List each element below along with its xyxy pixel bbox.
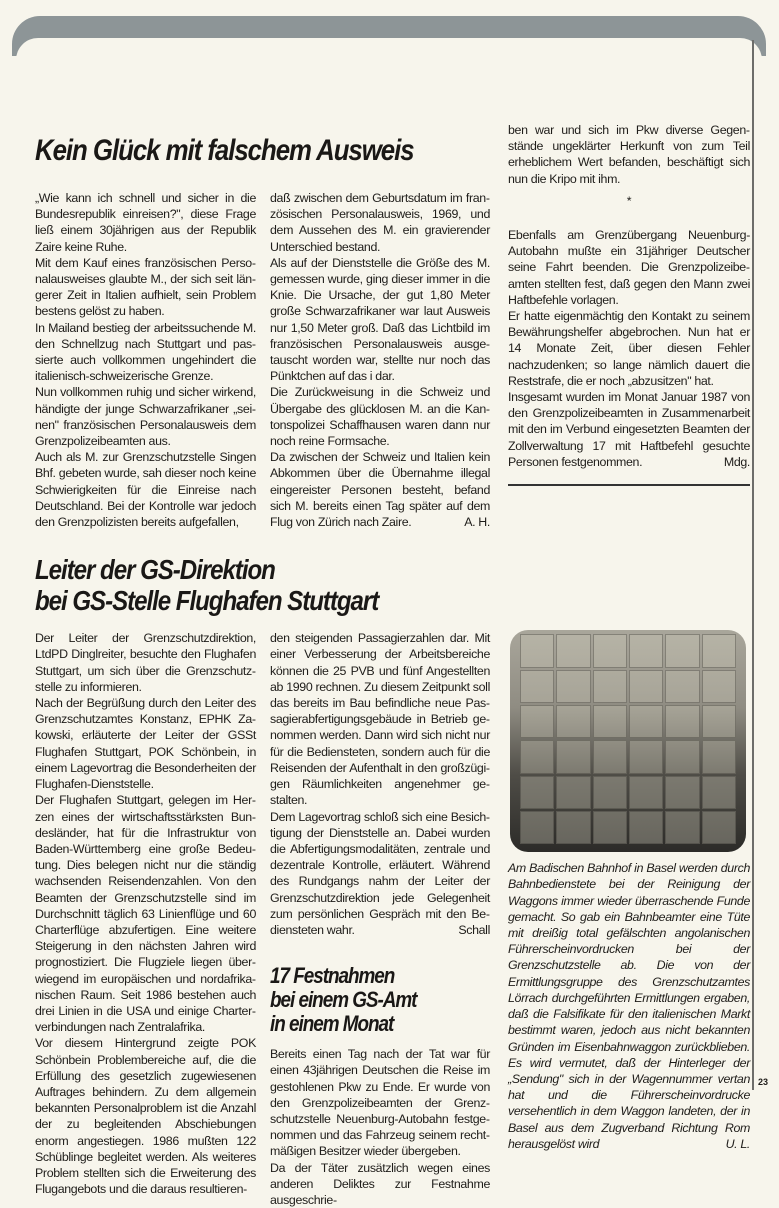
paragraph: Vor diesem Hintergrund zeigte POK Schönbein Problembereiche auf, die die Erfüllung des gesetzlich zugewiesenen Auftrages behindern. Zu dem allgemein bekannten Personalproblem ist die Anzahl der zu begleitenden Abschiebungen enorm angestiegen. 1986 mußten 122 Schüblinge begleitet werden. Als weiteres Problem stellten sich die Erweiterung des Flugangebots und die daraus resultieren- (35, 1036, 256, 1197)
paragraph: ben war und sich im Pkw diverse Gegenstände ungeklärter Herkunft von zum Teil erheblichem Wert befanden, beschäftigt sich nun die Kripo mit ihm. (508, 123, 750, 186)
photo-document-grid (520, 634, 736, 844)
article2-column2 (270, 630, 490, 938)
caption-text: Am Badischen Bahnhof in Basel werden durch Bahnbedienstete bei der Reinigung der Waggons immer wieder überraschende Funde gemacht. So gab ein Bahnbeamter eine Tüte mit dreißig total gefälschten angolanischen Führerscheinvordrucken bei der Grenzschutzstelle ab. Die von der Ermittlungsgruppe des Grenzschutzamtes Lörrach durchgeführten Ermittlungen ergaben, daß die Falsifikate für den italienischen Markt bestimmt waren, jedoch aus nicht bekannten Gründen im Eisenbahnwaggon zurückblieben. Es wird vermutet, daß der Hinterleger der „Sendung" sich in der Wagennummer vertan hat und die Führerscheinvordrucke versehentlich in dem Waggon landeten, der in Basel aus dem Zugverband Richtung Rom herausgelöst wird (508, 861, 750, 1151)
paragraph: Er hatte eigenmächtig den Kontakt zu seinem Bewährungshelfer abgebrochen. Nun hat er 14 Monate Zeit, über diesen Fehler nachzudenken; so lange nämlich dauert die Reststrafe, die er noch „abzusitzen" hat. (508, 309, 750, 388)
title-line: in einem Monat (270, 1011, 394, 1037)
photo-forged-licenses (510, 630, 746, 852)
paragraph-text: Insgesamt wurden im Monat Januar 1987 von den Grenzpolizeibeamten in Zusammenarbeit mit den im Verbund eingesetzten Beamten der Zollverwaltung 17 mit Haftbefehl gesuchte Personen festgenommen. (508, 390, 750, 469)
paragraph: daß zwischen dem Geburtsdatum im französischen Personalausweis, 1969, und dem Aussehen des M. ein gravierender Unterschied bestand. (270, 191, 490, 254)
paragraph: den steigenden Passagierzahlen dar. Mit einer Verbesserung der Arbeitsbereiche können die 25 PVB und fünf Angestellten ab 1990 rechnen. Zu diesem Zeitpunkt soll das bereits im Bau befindliche neue Passagierabfertigungsgebäude in Betrieb genommen werden. Dann wird sich nicht nur für die Bediensteten, sondern auch für die Reisenden der Aufenthalt in den großzügigen Räumlichkeiten angenehmer gestalten. (270, 631, 490, 808)
paragraph: Der Leiter der Grenzschutzdirektion, LtdPD Dinglreiter, besuchte den Flughafen Stuttgart, um sich über die Grenzschutzstelle zu informieren. (35, 631, 256, 694)
top-section (35, 122, 750, 530)
title-line: bei GS-Stelle Flughafen Stuttgart (35, 585, 379, 617)
title-line: Leiter der GS-Direktion (35, 554, 275, 586)
section-divider (508, 484, 750, 486)
paragraph-text: Dem Lagevortrag schloß sich eine Besichtigung der Dienststelle an. Dabei wurden die Abfertigungsmodalitäten, zentrale und dezentrale Kontrolle, erläutert. Während des Rundgangs nahm der Leiter der Grenzschutzdirektion jede Gelegenheit zum persönlichen Gespräch mit den Bediensteten wahr. (270, 809, 490, 937)
middle-column (270, 630, 490, 1208)
paragraph: Nun vollkommen ruhig und sicher wirkend, händigte der junge Schwarzafrikaner „seinen" französischen Personalausweis dem Grenzpolizeibeamten aus. (35, 385, 256, 449)
separator-star: * (626, 193, 632, 208)
article3-continued (508, 122, 750, 486)
paragraph (270, 449, 490, 530)
page-number: 23 (758, 1077, 769, 1087)
paragraph: „Wie kann ich schnell und sicher in die Bundesrepublik einreisen?", diese Frage ließ einem 30jährigen aus der Republik Zaire keine Ruhe. (35, 191, 256, 254)
paragraph: Die Zurückweisung in die Schweiz und Übergabe des glücklosen M. an die Kantonspolizei Schaffhausen waren dann nur noch reine Formsache. (270, 385, 490, 449)
right-border-line (752, 40, 754, 1090)
paragraph: Nach der Begrüßung durch den Leiter des Grenzschutzamtes Konstanz, EPHK Zakowski, erläuterte der Leiter der GSSt Flughafen Stuttgart, POK Schönbein, in einem Lagevortrag die Besonderheiten der Flughafen-Dienststelle. (35, 696, 256, 792)
article1-column2 (270, 190, 490, 530)
paragraph (508, 860, 750, 1152)
paragraph: Der Flughafen Stuttgart, gelegen im Herzen eines der wirtschaftsstärksten Bundesländer, hat für die Infrastruktur von Baden-Württemberg eine große Bedeutung. Dies belegen nicht nur die ständig wachsenden Reisendenzahlen. Von den Beamten der Grenzschutzstelle sind im Durchschnitt täglich 63 Linienflüge und 60 Charterflüge abzufertigen. Eine weitere Steigerung in den nächsten Jahren wird prognostiziert. Die Flugziele liegen überwiegend im europäischen und nordafrikanischen Raum. Seit 1986 bestehen auch drei Linien in die USA und einige Charterverbindungen nach Zentralafrika. (35, 793, 256, 1035)
article1 (35, 122, 490, 530)
page-panel-top (16, 38, 762, 78)
paragraph: In Mailand bestieg der arbeitssuchende M. den Schnellzug nach Stuttgart und passierte auch vollkommen ungehindert die italienisch-schweizerische Grenze. (35, 320, 256, 384)
author-signature: Mdg. (723, 454, 750, 469)
article1-title: Kein Glück mit falschem Ausweis (35, 134, 414, 167)
paragraph: Als auf der Dienststelle die Größe des M. gemessen wurde, ging dieser immer in die Knie. Die Ursache, der gut 1,80 Meter große Schwarzafrikaner war laut Ausweis nur 1,50 Meter groß. Daß das Lichtbild im französischen Personalausweis ausgetauscht worden war, stellte nur noch das Pünktchen auf das i dar. (270, 255, 490, 384)
photo-caption (508, 860, 750, 1152)
article2-column1 (35, 630, 256, 1197)
title-line: bei einem GS-Amt (270, 987, 417, 1013)
paragraph (270, 809, 490, 939)
article3-title (270, 964, 459, 1036)
paragraph: Auch als M. zur Grenzschutzstelle Singen Bhf. gebeten wurde, sah dieser noch keine Schwierigkeiten für die Einreise nach Deutschland. Bei der Kontrolle war jedoch den Grenzpolizisten bereits aufgefallen, (35, 450, 256, 530)
bottom-section (35, 630, 750, 1208)
author-signature: A. H. (464, 515, 490, 530)
article1-column1 (35, 190, 256, 530)
article1-columns (35, 190, 490, 530)
page-content (35, 122, 750, 1208)
photo-column (508, 630, 750, 1152)
paragraph-text: Da zwischen der Schweiz und Italien kein Abkommen über die Übernahme illegal eingereister Personen besteht, befand sich M. bereits einen Tag später auf dem Flug von Zürich nach Zaire. (270, 450, 490, 530)
article3-continued-column (508, 122, 750, 470)
paragraph (508, 389, 750, 470)
paragraph: Da der Täter zusätzlich wegen eines anderen Deliktes zur Festnahme ausgeschrie- (270, 1160, 490, 1207)
title-line: 17 Festnahmen (270, 963, 395, 989)
author-signature: Schall (458, 922, 490, 937)
article2-title (35, 554, 650, 616)
paragraph: Ebenfalls am Grenzübergang Neuenburg-Autobahn mußte ein 31jähriger Deutscher seine Fahrt beenden. Die Grenzpolizeibeamten stellten fest, daß gegen den Mann zwei Haftbefehle vorlagen. (508, 228, 750, 307)
author-signature: U. L. (725, 1136, 750, 1151)
article3-column (270, 1046, 490, 1208)
paragraph: Bereits einen Tag nach der Tat war für einen 43jährigen Deutschen die Reise im gestohlenen Pkw zu Ende. Er wurde von den Grenzpolizeibeamten der Grenzschutzstelle Neuenburg-Autobahn festgenommen und das Fahrzeug seinem rechtmäßigen Besitzer wieder übergeben. (270, 1047, 490, 1159)
paragraph: Mit dem Kauf eines französischen Personalausweises glaubte M., der sich seit längerer Zeit in Italien aufhielt, sein Problem bestens gelöst zu haben. (35, 255, 256, 319)
